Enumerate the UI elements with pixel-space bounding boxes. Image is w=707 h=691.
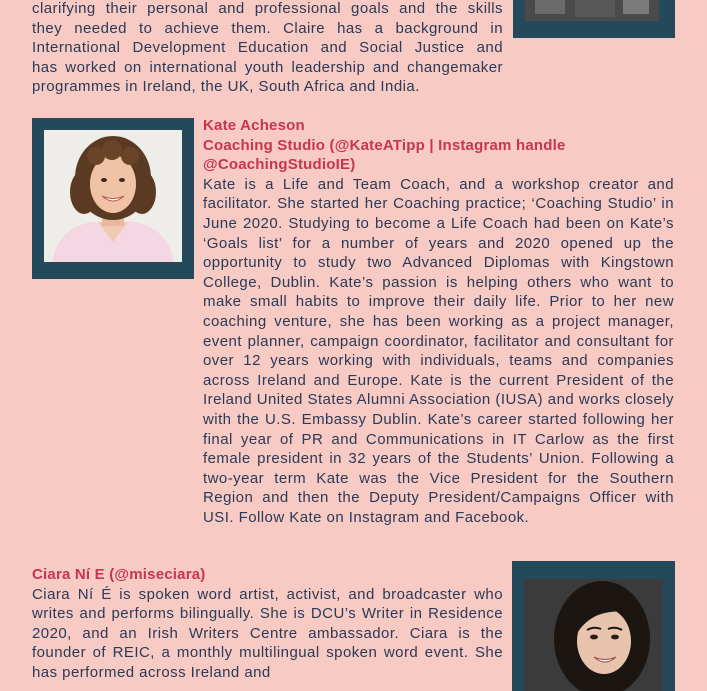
claire-bio-line: they needed to achieve them. Claire has a background in — [32, 19, 503, 37]
claire-photo-frame — [513, 0, 675, 38]
kate-role-line2: @CoachingStudioIE) — [203, 156, 356, 174]
kate-role-line1: Coaching Studio (@KateATipp | Instagram handle — [203, 136, 566, 154]
ciara-name: Ciara Ní E (@miseciara) — [32, 566, 206, 583]
kate-portrait-photo — [44, 130, 182, 262]
kate-bio: Kate is a Life and Team Coach, and a workshop creator and facilitator. She started her Coaching practice; ‘Coaching Studio’ in June 2020. Studying to become a Life Coach had been on Kate’s ‘Goals list’ for a number of years and 2020 opened up the opportunity to study two Advanced Diplomas with Kingstown College, Dublin. Kate’s passion is helping others who want to make small habits to improve their daily life. Prior to her new coaching venture, she has been working as a project manager, event planner, campaign coordinator, facilitator and consultant for over 12 years working with individuals, teams and companies across Ireland and Europe. Kate is the current President of the Ireland United States Alumni Association (IUSA) and works closely with the U.S. Embassy Dublin. Kate’s career started following her final year of PR and Communications in IT Carlow as the first female president in 32 years of the Students’ Union. Following a two-year term Kate was the Vice President for the Southern Region and then the Deputy President/Campaigns Officer with USI. Follow Kate on Instagram and Facebook. — [203, 175, 674, 526]
claire-bio-line: clarifying their personal and professional goals and the skills — [32, 0, 503, 17]
claire-bio-line: International Development Education and Social Justice and — [32, 39, 503, 57]
ciara-portrait-photo — [524, 579, 663, 691]
claire-bio-line: has worked on international youth leadership and changemaker — [32, 58, 503, 76]
ciara-bio: Ciara Ní É is spoken word artist, activist, and broadcaster who writes and performs bilingually. She is DCU’s Writer in Residence 2020, and an Irish Writers Centre ambassador. Ciara is the founder of REIC, a monthly multilingual spoken word event. She has performed across Ireland and — [32, 585, 503, 681]
ciara-photo-frame — [512, 561, 675, 691]
kate-name: Kate Acheson — [203, 117, 305, 134]
kate-photo-frame — [32, 118, 194, 279]
claire-photo-partial — [525, 0, 659, 21]
claire-bio-line: programmes in Ireland, the UK, South Africa and India. — [32, 78, 420, 96]
